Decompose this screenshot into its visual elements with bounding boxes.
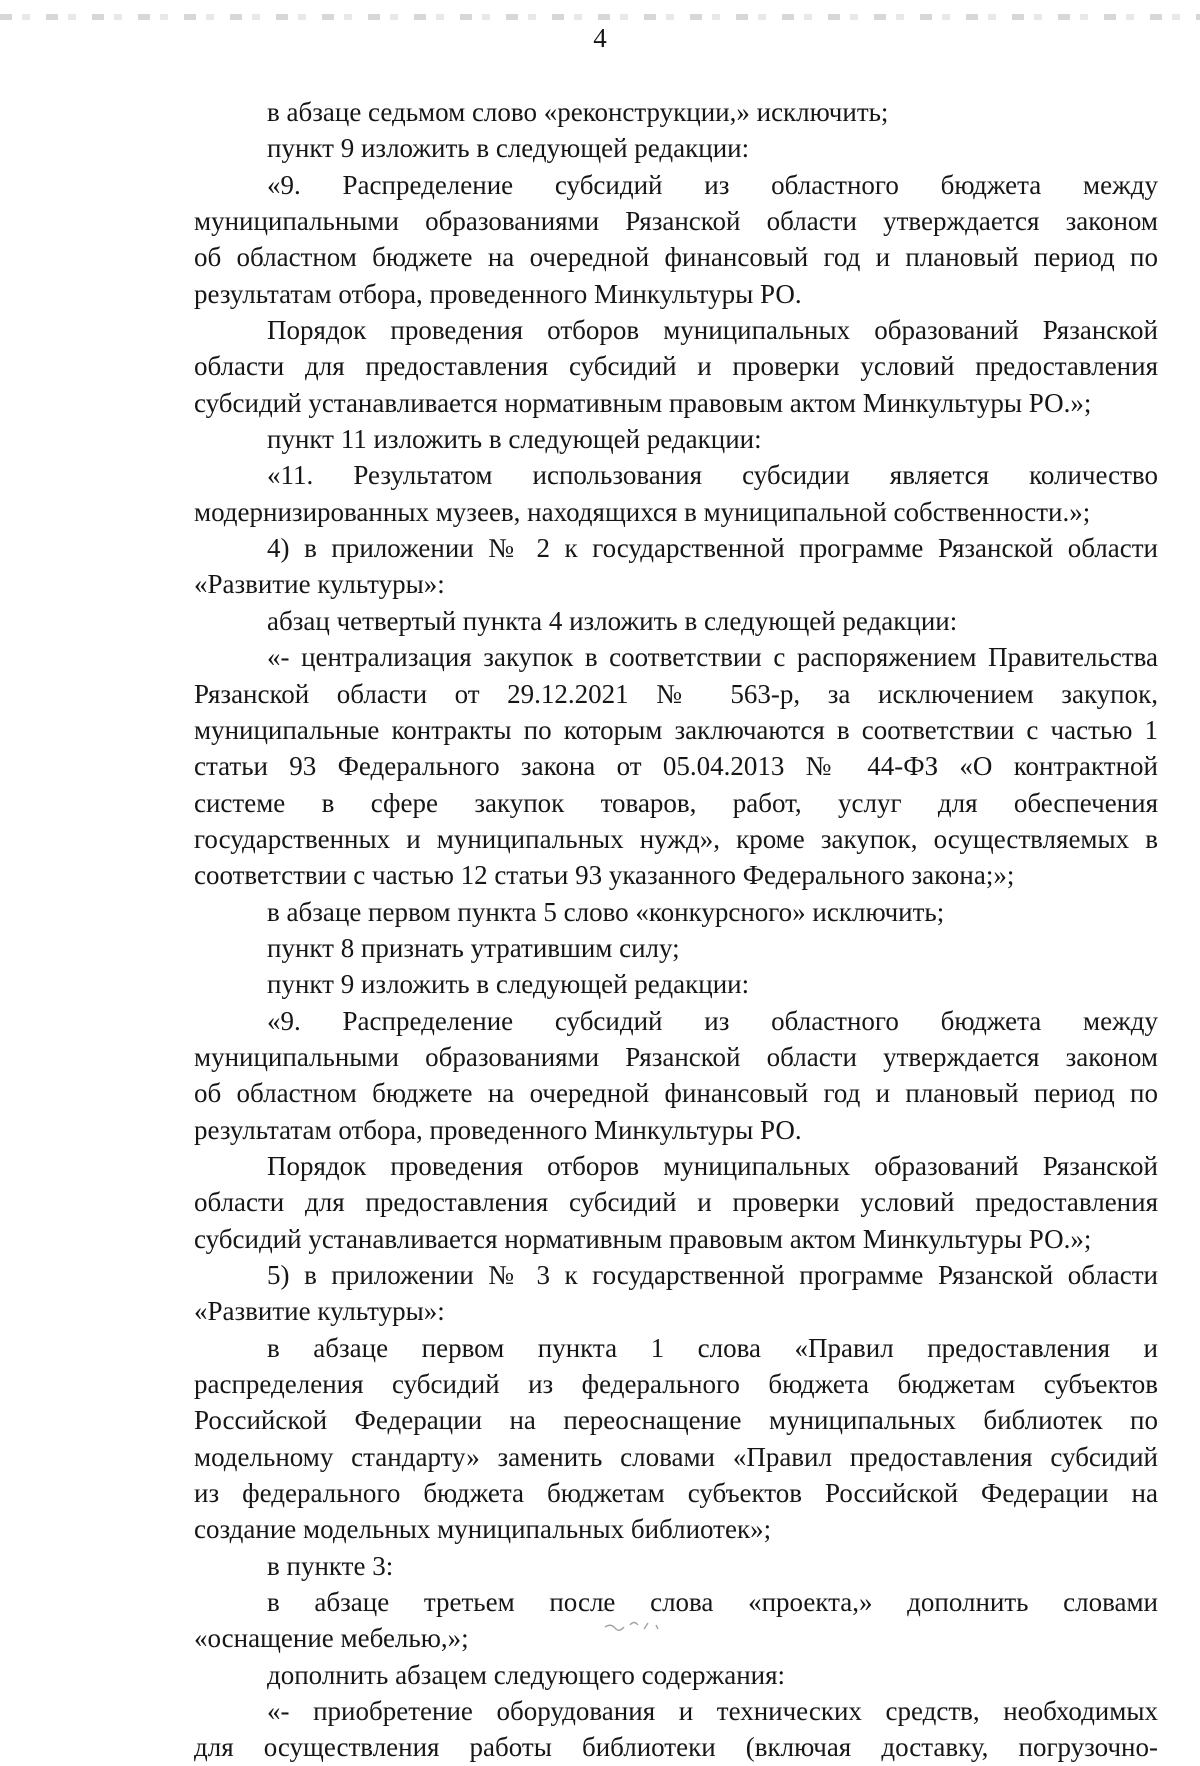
- text-line: «11. Результатом использования субсидии является количество: [267, 460, 1158, 491]
- text-line: «- централизация закупок в соответствии с распоряжением Правительства: [267, 642, 1158, 673]
- text-line: модельному стандарту» заменить словами «Правил предоставления субсидий: [194, 1441, 1158, 1472]
- text-line: 5) в приложении № 3 к государственной программе Рязанской области: [267, 1260, 1158, 1290]
- text-line: муниципальными образованиями Рязанской области утверждается законом: [194, 1041, 1158, 1072]
- text-line: Рязанской области от 29.12.2021 № 563-р, за исключением закупок,: [194, 678, 1158, 709]
- text-line: статьи 93 Федерального закона от 05.04.2013 № 44-ФЗ «О контрактной: [194, 751, 1158, 782]
- text-line: Порядок проведения отборов муниципальных образований Рязанской: [267, 315, 1158, 346]
- text-line: результатам отбора, проведенного Минкультуры РО.: [194, 278, 802, 309]
- text-line: соответствии с частью 12 статьи 93 указанного Федерального закона;»;: [194, 860, 1015, 891]
- text-line: в пункте 3:: [267, 1550, 394, 1581]
- text-line: области для предоставления субсидий и проверки условий предоставления: [194, 1187, 1158, 1218]
- text-line: пункт 9 изложить в следующей редакции:: [267, 133, 750, 164]
- text-line: субсидий устанавливается нормативным правовым актом Минкультуры РО.»;: [194, 1223, 1092, 1254]
- text-line: дополнить абзацем следующего содержания:: [267, 1659, 786, 1690]
- text-line: результатам отбора, проведенного Минкультуры РО.: [194, 1114, 802, 1145]
- text-line: об областном бюджете на очередной финансовый год и плановый период по: [194, 242, 1158, 273]
- text-line: для осуществления работы библиотеки (включая доставку, погрузочно-: [194, 1732, 1158, 1763]
- text-line: «- приобретение оборудования и технических средств, необходимых: [267, 1696, 1158, 1727]
- text-line: пункт 9 изложить в следующей редакции:: [267, 969, 750, 1000]
- scan-top-edge: [0, 14, 1200, 20]
- text-line: Порядок проведения отборов муниципальных образований Рязанской: [267, 1150, 1158, 1181]
- text-line: государственных и муниципальных нужд», кроме закупок, осуществляемых в: [194, 823, 1158, 854]
- text-line: субсидий устанавливается нормативным правовым актом Минкультуры РО.»;: [194, 387, 1092, 418]
- text-line: в абзаце первом пункта 1 слова «Правил предоставления и: [267, 1332, 1158, 1363]
- text-line: 4) в приложении № 2 к государственной программе Рязанской области: [267, 533, 1158, 564]
- text-line: из федерального бюджета бюджетам субъектов Российской Федерации на: [194, 1478, 1158, 1509]
- text-line: муниципальными образованиями Рязанской области утверждается законом: [194, 206, 1158, 237]
- text-line: в абзаце первом пункта 5 слово «конкурсного» исключить;: [267, 896, 945, 927]
- text-line: модернизированных музеев, находящихся в муниципальной собственности.»;: [194, 496, 1091, 527]
- text-line: системе в сфере закупок товаров, работ, услуг для обеспечения: [194, 787, 1158, 818]
- text-line: «9. Распределение субсидий из областного бюджета между: [267, 1005, 1158, 1036]
- text-line: Российской Федерации на переоснащение муниципальных библиотек по: [194, 1405, 1158, 1436]
- text-line: «Развитие культуры»:: [194, 569, 445, 600]
- text-line: в абзаце седьмом слово «реконструкции,» исключить;: [267, 97, 889, 127]
- text-line: пункт 8 признать утратившим силу;: [267, 932, 680, 963]
- text-line: области для предоставления субсидий и проверки условий предоставления: [194, 351, 1158, 382]
- text-line: пункт 11 изложить в следующей редакции:: [267, 424, 762, 455]
- text-line: «Развитие культуры»:: [194, 1296, 445, 1327]
- scan-artifact: [600, 1605, 690, 1645]
- text-line: муниципальные контракты по которым заключаются в соответствии с частью 1: [194, 714, 1158, 745]
- document-body: [194, 94, 1158, 1766]
- text-line: абзац четвертый пункта 4 изложить в следующей редакции:: [267, 605, 958, 636]
- text-line: «оснащение мебелью,»;: [194, 1623, 469, 1654]
- text-line: об областном бюджете на очередной финансовый год и плановый период по: [194, 1078, 1158, 1109]
- text-line: создание модельных муниципальных библиотек»;: [194, 1514, 772, 1545]
- text-line: в абзаце третьем после слова «проекта,» дополнить словами: [267, 1587, 1158, 1618]
- text-line: «9. Распределение субсидий из областного бюджета между: [267, 169, 1158, 200]
- text-line: распределения субсидий из федерального бюджета бюджетам субъектов: [194, 1369, 1158, 1400]
- page-number: 4: [593, 23, 607, 53]
